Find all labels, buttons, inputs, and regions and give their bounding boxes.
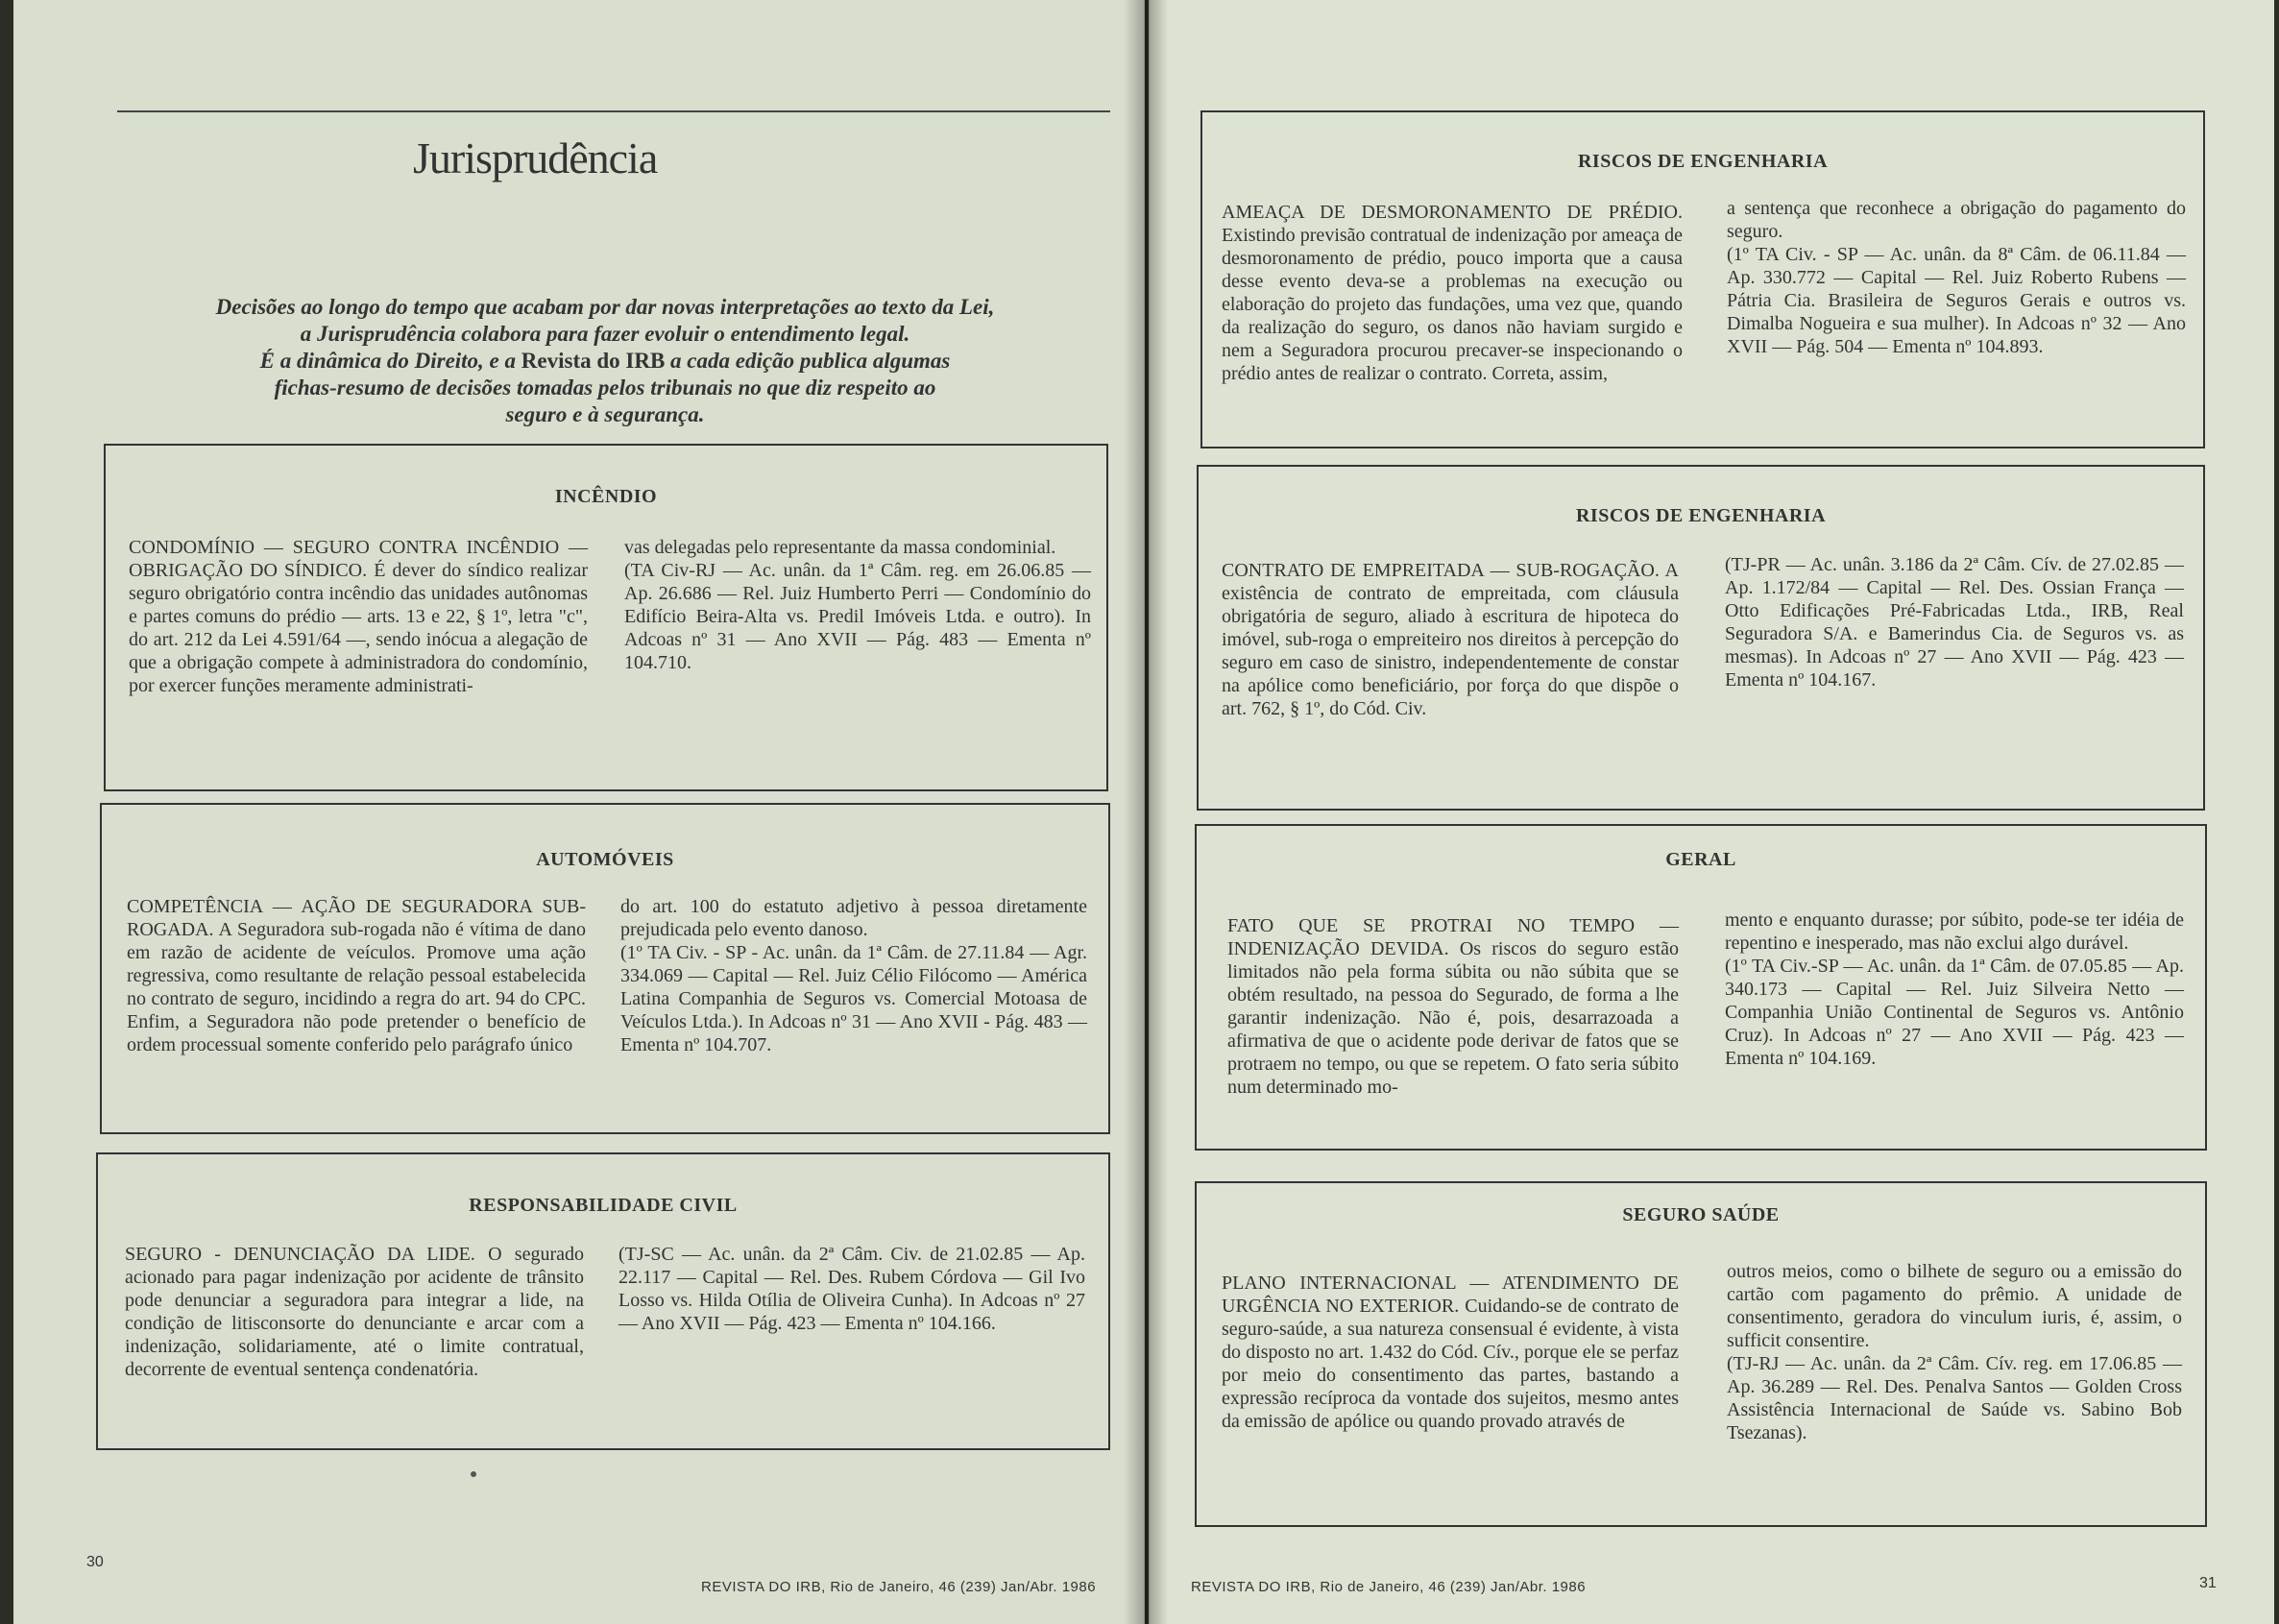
section-box-riscos-engenharia-1 [1200,110,2205,448]
section-column-left: FATO QUE SE PROTRAI NO TEMPO — INDENIZAÇÃO DEVIDA. Os riscos do seguro estão limitados não pela forma súbita ou não súbita que se obtém resultado, na pessoa do Segurado, de forma a lhe garantir indenização. Não é, pois, desarrazoada a afirmativa de que o acidente pode derivar de fatos que se protraem no tempo, ou que se repetem. O fato seria súbito num determinado mo- [1227,915,1679,1098]
intro-line: Decisões ao longo do tempo que acabam por dar novas interpretações ao texto da Lei, [215,295,995,319]
intro-line: fichas-resumo de decisões tomadas pelos tribunais no que diz respeito ao [274,376,936,400]
section-column-right: mento e enquanto durasse; por súbito, pode-se ter idéia de repentino e inesperado, mas não exclui algo durável. (1º TA Civ.-SP — Ac. unân. da 1ª Câm. de 07.05.85 — Ap. 340.173 — Capital — Rel. Juiz Silveira Netto — Companhia União Continental de Seguros vs. Antônio Cruz). In Adcoas nº 27 — Ano XVII — Pág. 423 — Ementa nº 104.169. [1725,909,2184,1069]
section-column-right: (TJ-PR — Ac. unân. 3.186 da 2ª Câm. Cív. de 27.02.85 — Ap. 1.172/84 — Capital — Rel. Des. Ossian França — Otto Edificações Pré-Fabricadas Ltda., IRB, Real Seguradora S/A. e Bamerindus Cia. de Seguros vs. as mesmas). In Adcoas nº 27 — Ano XVII — Pág. 423 — Ementa nº 104.167. [1725,554,2184,691]
section-box-geral [1195,824,2207,1151]
section-column-right: (TJ-SC — Ac. unân. da 2ª Câm. Civ. de 21.02.85 — Ap. 22.117 — Capital — Rel. Des. Rubem Córdova — Gil Ivo Losso vs. Hilda Otília de Oliveira Cunha). In Adcoas nº 27 — Ano XVII — Pág. 423 — Ementa nº 104.166. [618,1244,1085,1334]
page-title: Jurisprudência [413,133,658,182]
intro-line: seguro e à segurança. [505,402,705,426]
top-rule [117,110,1110,112]
section-box-seguro-saude [1195,1181,2207,1527]
section-heading: SEGURO SAÚDE [1622,1204,1780,1225]
section-heading: GERAL [1665,849,1736,870]
intro-text [144,294,1066,428]
intro-line: a Jurisprudência colabora para fazer evoluir o entendimento legal. [300,322,910,346]
section-column-left: CONTRATO DE EMPREITADA — SUB-ROGAÇÃO. A existência de contrato de empreitada, com cláusula obrigatória de seguro, aliado à escritura de hipoteca do imóvel, sub-roga o empreiteiro nos direitos à percepção do seguro em caso de sinistro, independentemente de constar na apólice como beneficiário, por força do que dispõe o art. 762, § 1º, do Cód. Civ. [1222,560,1679,719]
intro-line [144,348,1066,375]
section-column-left: AMEAÇA DE DESMORONAMENTO DE PRÉDIO. Existindo previsão contratual de indenização por ameaça de desmoronamento de prédio, pouco importa que a causa desse evento deva-se a problemas na execução ou elaboração do projeto das fundações, uma vez que, quando da realização do seguro, os danos não haviam surgido e nem a Seguradora procurou precaver-se inspecionando o prédio antes de realizar o contrato. Correta, assim, [1222,202,1683,384]
page-number-right: 31 [2199,1575,2217,1591]
section-box-incendio [104,444,1108,791]
section-column-right: a sentença que reconhece a obrigação do pagamento do seguro. (1º TA Civ. - SP — Ac. unân. da 8ª Câm. de 06.11.84 — Ap. 330.772 — Capital — Rel. Juiz Roberto Rubens — Pátria Cia. Brasileira de Seguros Gerais e outros vs. Dimalba Nogueira e sua mulher). In Adcoas nº 32 — Ano XVII — Pág. 504 — Ementa nº 104.893. [1727,198,2186,357]
section-column-right: vas delegadas pelo representante da massa condominial. (TA Civ-RJ — Ac. unân. da 1ª Câm. reg. em 26.06.85 — Ap. 26.686 — Rel. Juiz Humberto Perri — Condomínio do Edifício Beira-Alta vs. Predil Imóveis Ltda. e outro). In Adcoas nº 31 — Ano XVII — Pág. 483 — Ementa nº 104.710. [624,537,1091,673]
section-heading: RESPONSABILIDADE CIVIL [469,1195,738,1216]
ink-dot [471,1471,476,1477]
section-heading: INCÊNDIO [554,486,658,507]
section-column-left: CONDOMÍNIO — SEGURO CONTRA INCÊNDIO — OBRIGAÇÃO DO SÍNDICO. É dever do síndico realizar seguro obrigatório contra incêndio das unidades autônomas e partes comuns do prédio — arts. 13 e 22, § 1º, letra "c", do art. 212 da Lei 4.591/64 —, sendo inócua a alegação de que a obrigação compete à administradora do condomínio, por exercer funções meramente administrati- [129,537,588,696]
intro-fragment: a cada edição publica algumas [665,349,951,373]
section-column-right: outros meios, como o bilhete de seguro ou a emissão do cartão com pagamento do prêmio. A unidade de consentimento, geradora do vinculum iuris, é, assim, o sufficit consentire. (TJ-RJ — Ac. unân. da 2ª Câm. Cív. reg. em 17.06.85 — Ap. 36.289 — Rel. Des. Penalva Santos — Golden Cross Assistência Internacional de Saúde vs. Sabino Bob Tsezanas). [1727,1261,2182,1443]
section-column-left: SEGURO - DENUNCIAÇÃO DA LIDE. O segurado acionado para pagar indenização por acidente de trânsito pode denunciar a seguradora para integrar a lide, na condição de litisconsorte do denunciante e arcar com a indenização, solidariamente, até o limite contratual, decorrente de eventual sentença condenatória. [125,1244,584,1380]
section-heading: AUTOMÓVEIS [536,849,674,870]
section-column-left: COMPETÊNCIA — AÇÃO DE SEGURADORA SUB-ROGADA. A Seguradora sub-rogada não é vítima de dano em razão de acidente de veículos. Promove uma ação regressiva, como resultante de relação pessoal estabelecida no contrato de seguro, incidindo a regra do art. 94 do CPC. Enfim, a Seguradora não pode pretender o benefício de ordem processual somente conferido pelo parágrafo único [127,896,586,1055]
footer-right: REVISTA DO IRB, Rio de Janeiro, 46 (239) Jan/Abr. 1986 [1191,1579,1587,1595]
intro-magazine-name: Revista do IRB [521,349,666,373]
book-gutter [1124,0,1168,1624]
section-column-left: PLANO INTERNACIONAL — ATENDIMENTO DE URGÊNCIA NO EXTERIOR. Cuidando-se de contrato de seguro-saúde, a sua natureza consensual é evidente, à vista do disposto no art. 1.432 do Cód. Cív., porque ele se perfaz por meio do consentimento das partes, bastando a expressão recíproca da vontade dos sujeitos, mesmo antes da emissão de apólice ou quando provado através de [1222,1273,1679,1432]
section-box-riscos-engenharia-2 [1197,465,2205,811]
section-heading: RISCOS DE ENGENHARIA [1577,151,1829,172]
page-number-left: 30 [86,1554,104,1570]
section-box-responsabilidade-civil [96,1152,1110,1450]
section-box-automoveis [100,803,1110,1134]
section-column-right: do art. 100 do estatuto adjetivo à pessoa diretamente prejudicada pelo evento danoso. (1º TA Civ. - SP - Ac. unân. da 1ª Câm. de 27.11.84 — Agr. 334.069 — Capital — Rel. Juiz Célio Filócomo — América Latina Companhia de Seguros vs. Comercial Motoasa de Veículos Ltda.). In Adcoas nº 31 — Ano XVII - Pág. 483 — Ementa nº 104.707. [620,896,1087,1055]
section-heading: RISCOS DE ENGENHARIA [1575,505,1827,526]
intro-fragment: É a dinâmica do Direito, e a [259,349,521,373]
footer-left: REVISTA DO IRB, Rio de Janeiro, 46 (239) Jan/Abr. 1986 [701,1579,1097,1595]
